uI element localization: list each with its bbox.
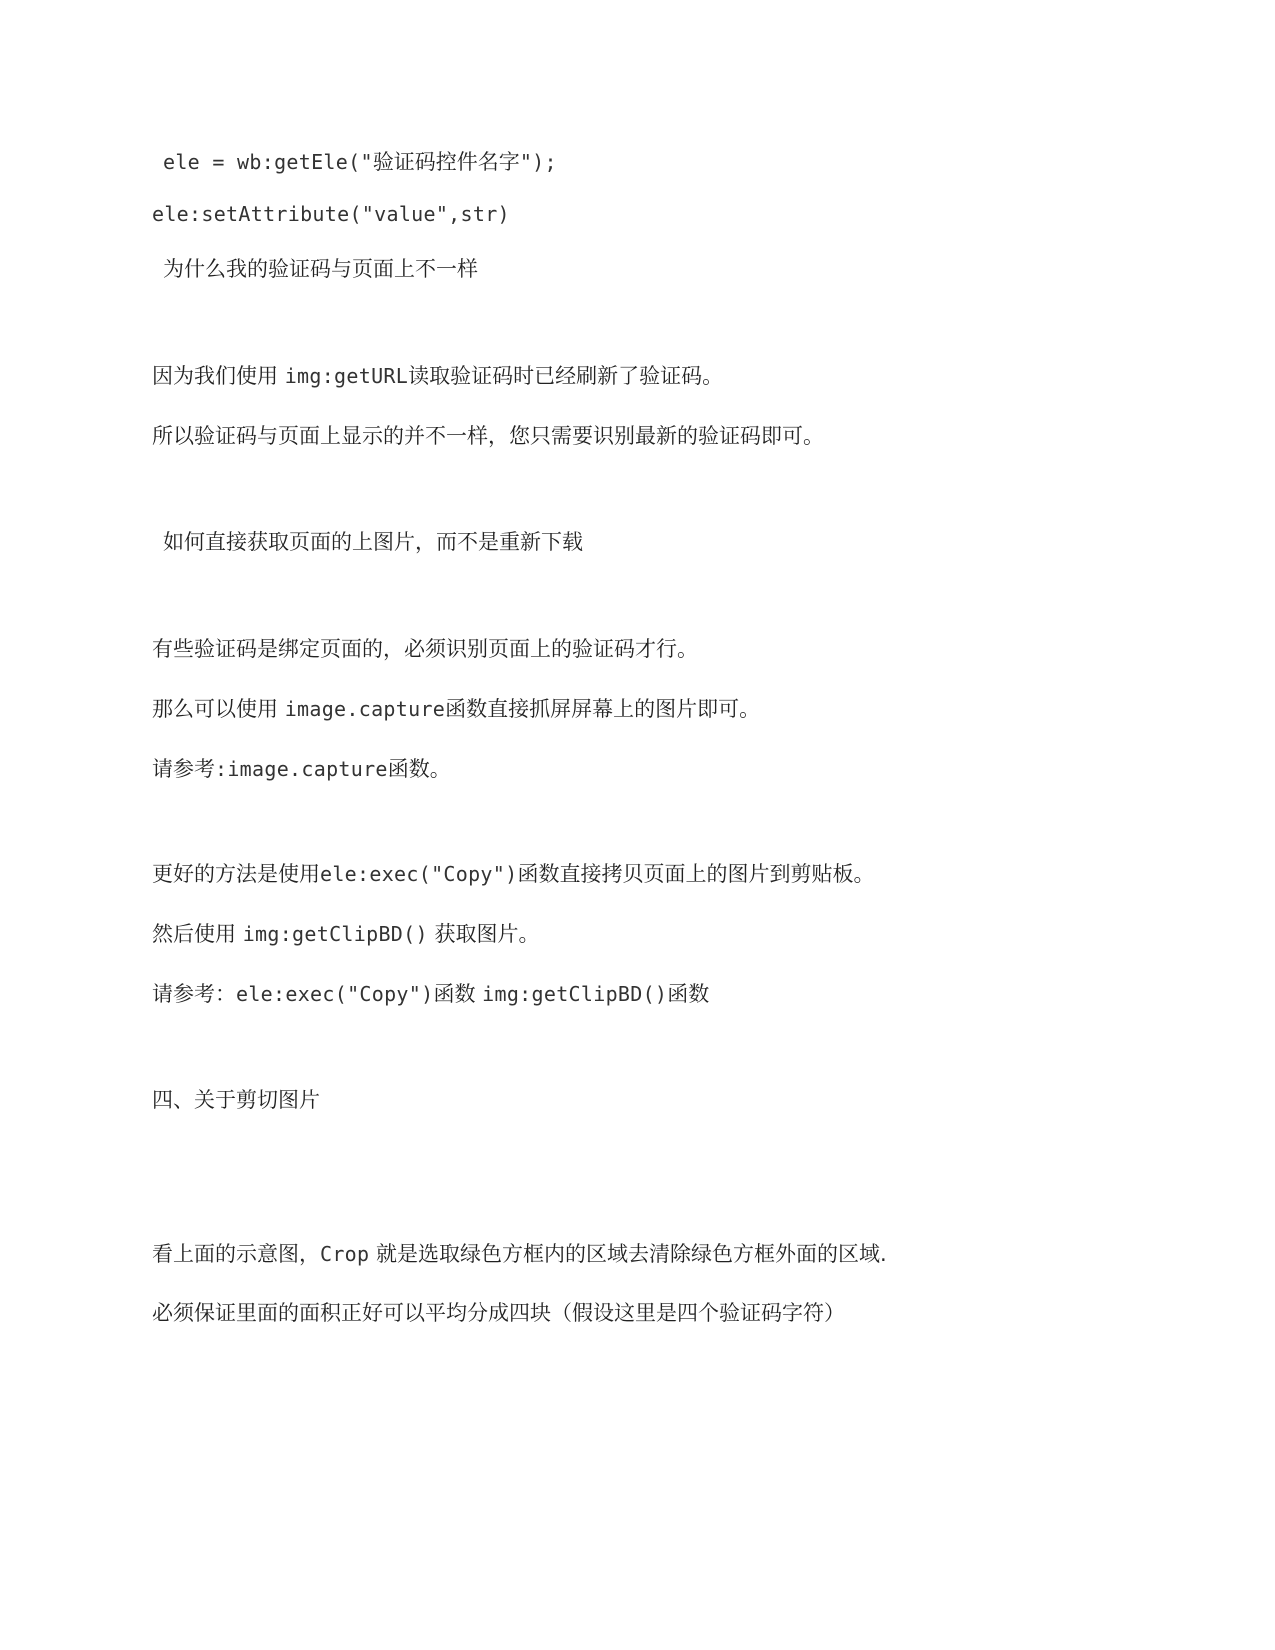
text-fragment: 函数直接抓屏屏幕上的图片即可。: [445, 697, 761, 721]
text-fragment: 为什么我的验证码与页面上不一样: [163, 257, 478, 281]
paragraph-line: [152, 422, 824, 450]
section-heading-mismatch: [163, 255, 478, 283]
text-fragment: 四、关于剪切图片: [152, 1088, 320, 1112]
text-fragment: 如何直接获取页面的上图片，而不是重新下载: [163, 530, 583, 554]
text-fragment: 请参考: [152, 757, 215, 781]
code-fragment: img:getClipBD(): [242, 922, 428, 946]
text-fragment: 函数直接拷贝页面上的图片到剪贴板。: [517, 862, 875, 886]
text-fragment: 有些验证码是绑定页面的，必须识别页面上的验证码才行。: [152, 637, 698, 661]
paragraph-line: [152, 1299, 845, 1327]
paragraph-line: [152, 860, 874, 888]
section-heading-crop: [152, 1086, 320, 1114]
code-fragment: Crop: [320, 1242, 370, 1266]
paragraph-line: [152, 755, 451, 783]
code-fragment: ele:exec("Copy"): [236, 982, 434, 1006]
text-fragment: 更好的方法是使用: [152, 862, 320, 886]
text-fragment: 然后使用: [152, 922, 243, 946]
text-fragment: 验证码控件名字: [372, 150, 520, 174]
text-fragment: 函数: [433, 982, 483, 1006]
code-fragment: ele = wb:getEle(": [163, 150, 373, 174]
code-fragment: ");: [519, 150, 557, 174]
paragraph-line: [152, 1240, 887, 1268]
code-fragment: image.capture: [284, 697, 446, 721]
code-fragment: :image.capture: [215, 757, 388, 781]
paragraph-line: [152, 980, 709, 1008]
text-fragment: 那么可以使用: [152, 697, 285, 721]
text-fragment: 看上面的示意图，: [152, 1242, 320, 1266]
text-fragment: 必须保证里面的面积正好可以平均分成四块（假设这里是四个验证码字符）: [152, 1301, 845, 1325]
code-fragment: ele:exec("Copy"): [320, 862, 518, 886]
code-fragment: img:getClipBD(): [482, 982, 668, 1006]
paragraph-line: [152, 635, 698, 663]
text-fragment: 所以验证码与页面上显示的并不一样，您只需要识别最新的验证码即可。: [152, 424, 824, 448]
paragraph-line: [152, 362, 723, 390]
text-fragment: 函数: [667, 982, 710, 1006]
section-heading-capture: [163, 528, 583, 556]
code-fragment: img:getURL: [284, 364, 409, 388]
code-line-set-attribute: [152, 200, 510, 228]
text-fragment: 就是选取绿色方框内的区域去清除绿色方框外面的区域.: [369, 1242, 887, 1266]
text-fragment: 读取验证码时已经刷新了验证码。: [408, 364, 724, 388]
text-fragment: 函数。: [387, 757, 451, 781]
text-fragment: 因为我们使用: [152, 364, 285, 388]
text-fragment: 获取图片。: [427, 922, 540, 946]
paragraph-line: [152, 695, 760, 723]
code-line-get-element: [163, 148, 557, 176]
text-fragment: 请参考：: [152, 982, 236, 1006]
paragraph-line: [152, 920, 540, 948]
code-fragment: ele:setAttribute("value",str): [152, 202, 510, 226]
